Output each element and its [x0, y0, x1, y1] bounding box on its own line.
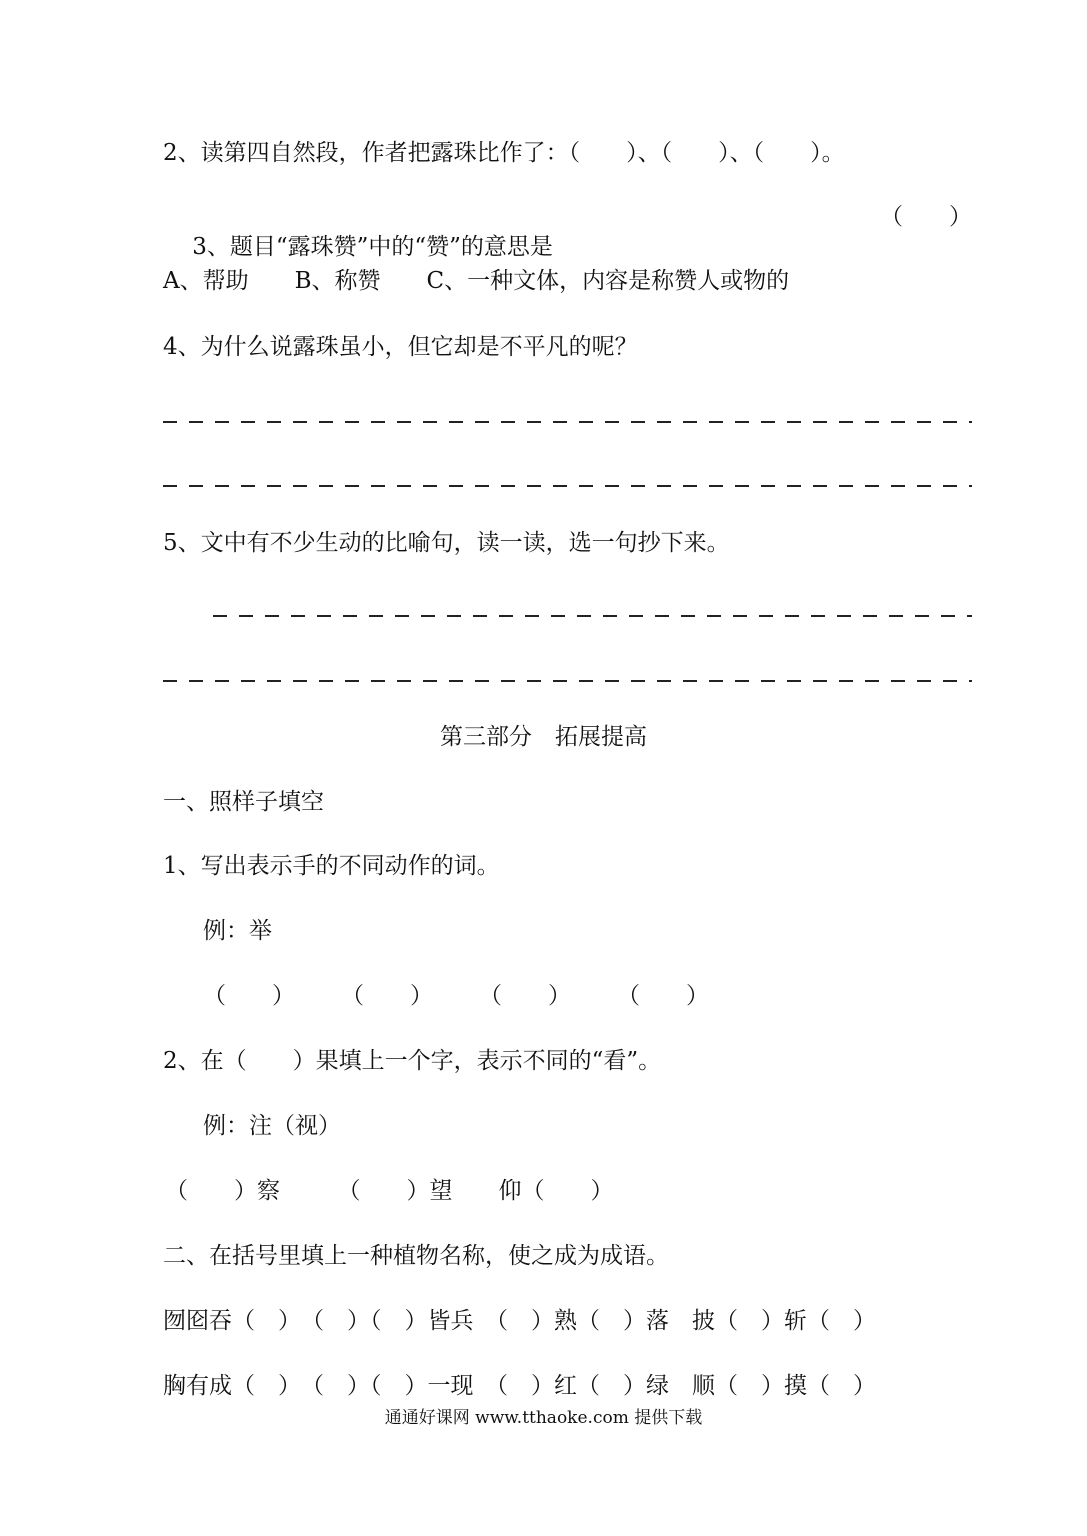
part-3-title: 第三部分 拓展提高	[440, 724, 647, 750]
question-3	[163, 202, 972, 322]
question-3-text: 3、题目“露珠赞”中的“赞”的意思是	[192, 234, 553, 260]
answer-line-4	[163, 680, 972, 682]
question-3-answer-paren: （ ）	[880, 204, 972, 230]
question-3-options: A、帮助 B、称赞 C、一种文体，内容是称赞人或物的	[163, 268, 790, 294]
answer-line-3	[213, 615, 972, 617]
section-1-heading: 一、照样子填空	[163, 789, 324, 815]
question-5-text: 5、文中有不少生动的比喻句，读一读，选一句抄下来。	[163, 530, 730, 556]
question-4-text: 4、为什么说露珠虽小，但它却是不平凡的呢？	[163, 334, 638, 360]
idioms-row-2: 胸有成（ ） （ ）（ ）一现 （ ）红（ ）绿 顺（ ）摸（ ）	[163, 1373, 876, 1399]
part3-question-1-text: 1、写出表示手的不同动作的词。	[163, 853, 500, 879]
part3-question-2-example: 例：注（视）	[203, 1113, 341, 1139]
answer-line-1	[163, 421, 972, 423]
idioms-row-1: 囫囵吞（ ） （ ）（ ）皆兵 （ ）熟（ ）落 披（ ）斩（ ）	[163, 1308, 876, 1334]
question-2-text: 2、读第四自然段，作者把露珠比作了：（ ）、（ ）、（ ）。	[163, 140, 845, 166]
footer-credit: 通通好课网 www.tthaoke.com 提供下载	[384, 1408, 703, 1428]
part3-question-2-text: 2、在（ ）果填上一个字，表示不同的“看”。	[163, 1048, 662, 1074]
section-2-heading: 二、在括号里填上一种植物名称，使之成为成语。	[163, 1243, 669, 1269]
answer-line-2	[163, 485, 972, 487]
part3-question-2-blanks: （ ）察 （ ）望 仰（ ）	[165, 1178, 614, 1204]
part3-question-1-blanks: （ ） （ ） （ ） （ ）	[203, 983, 709, 1009]
part3-question-1-example: 例：举	[203, 918, 272, 944]
